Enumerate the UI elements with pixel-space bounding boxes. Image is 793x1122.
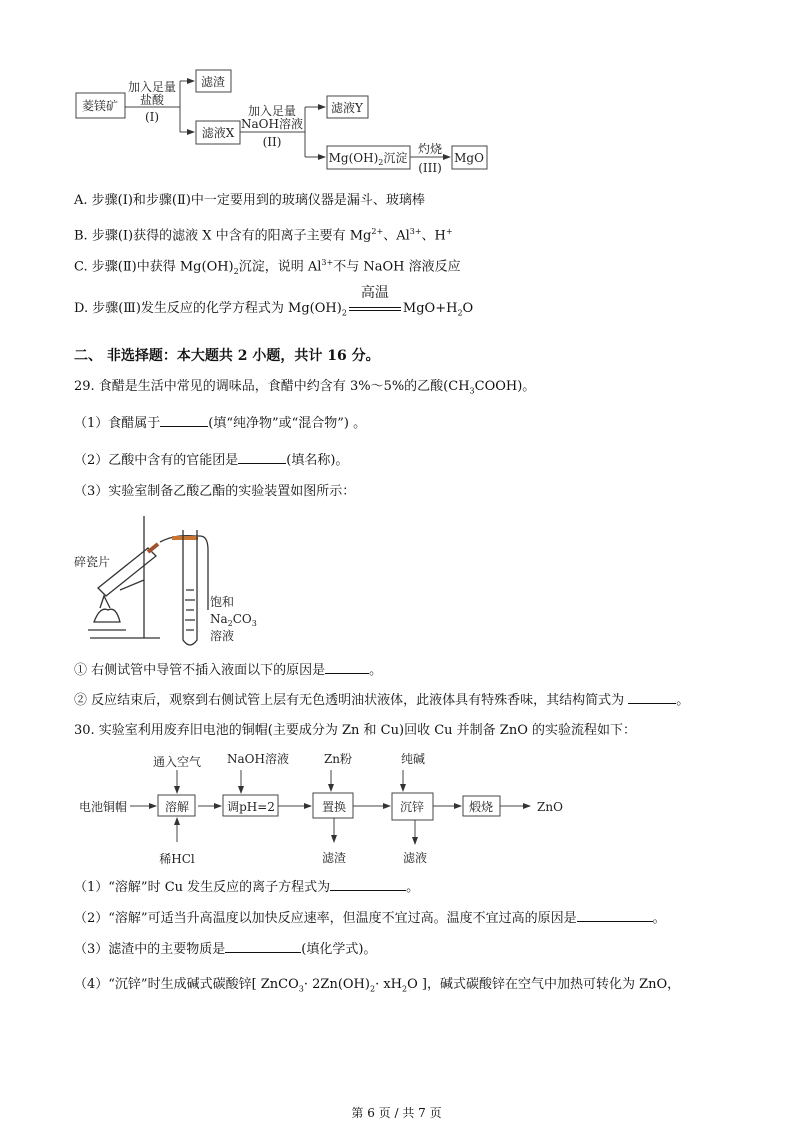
answer-blank[interactable]: [238, 451, 286, 464]
label-na2co3: $Na_2CO_3$: [210, 612, 257, 628]
q30-part1: （1）“溶解”时 Cu 发生反应的离子方程式为 。: [74, 880, 420, 895]
air-label: 通入空气: [152, 755, 202, 769]
q30-part2: （2）“溶解”可适当升高温度以加快反应速率，但温度不宜过高。温度不宜过高的原因是 。: [74, 911, 666, 926]
residue-box: 滤渣: [200, 75, 226, 89]
option-c: C. 步骤(Ⅱ)中获得 $Mg(OH)_2$沉淀，说明 $Al^{3+}$不与 NaOH 溶液反应: [74, 258, 461, 276]
answer-blank[interactable]: [325, 661, 369, 674]
answer-blank[interactable]: [225, 940, 301, 953]
naoh-label: NaOH溶液: [227, 752, 289, 766]
answer-blank[interactable]: [330, 878, 406, 891]
q30-part3: （3）滤渣中的主要物质是 (填化学式)。: [74, 942, 377, 957]
answer-blank[interactable]: [577, 909, 653, 922]
hcl-label: 稀HCl: [159, 852, 195, 866]
zno-product: ZnO: [537, 800, 563, 814]
magnesite-flow-diagram: [0, 60, 500, 180]
q29-sub2: ② 反应结束后，观察到右侧试管上层有无色透明油状液体，此液体具有特殊香味，其结构简式为 。: [74, 693, 690, 708]
dissolve-box: 溶解: [164, 800, 190, 814]
step1-label: 加入足量: [127, 80, 177, 94]
step2-number: (II): [262, 135, 282, 149]
q29-stem: 29. 食醋是生活中常见的调味品，食醋中约含有 3%～5%的乙酸$(CH_3COOH)$。: [74, 379, 536, 396]
q30-stem: 30. 实验室利用废弃旧电池的铜帽(主要成分为 Zn 和 Cu)回收 Cu 并制备 ZnO 的实验流程如下：: [74, 723, 636, 738]
option-a: A. 步骤(Ⅰ)和步骤(Ⅱ)中一定要用到的玻璃仪器是漏斗、玻璃棒: [74, 193, 425, 208]
answer-blank[interactable]: [628, 691, 676, 704]
precipitate-box: $Mg(OH)_2$沉淀: [328, 151, 408, 167]
q29-part1: （1）食醋属于 (填“纯净物”或“混合物”) 。: [74, 416, 367, 431]
q29-part3: （3）实验室制备乙酸乙酯的实验装置如图所示：: [74, 484, 356, 499]
ph-box: 调pH=2: [227, 800, 275, 814]
replace-box: 置换: [321, 800, 347, 814]
q29-part2: （2）乙酸中含有的官能团是 (填名称)。: [74, 453, 349, 468]
step1-reagent: 盐酸: [139, 93, 165, 107]
zn-label: Zn粉: [323, 752, 353, 766]
residue-label: 滤渣: [321, 851, 347, 865]
step2-reagent: NaOH溶液: [241, 117, 303, 131]
flow-start: 菱镁矿: [81, 99, 119, 113]
step2-label: 加入足量: [247, 104, 297, 118]
option-d: D. 步骤(Ⅲ)发生反应的化学方程式为 $Mg(OH)_2$ 高温 $MgO+H_2O$: [74, 285, 474, 318]
input-label: 电池铜帽: [78, 800, 128, 814]
product-box: MgO: [454, 151, 484, 165]
soda-label: 纯碱: [400, 752, 426, 766]
precip-box: 沉锌: [399, 800, 425, 814]
q29-sub1: ① 右侧试管中导管不插入液面以下的原因是 。: [74, 663, 383, 678]
step3-label: 灼烧: [417, 142, 443, 156]
page-footer: 第 6 页 / 共 7 页: [351, 1106, 442, 1120]
calcine-box: 煅烧: [468, 800, 494, 814]
step3-number: (III): [418, 161, 442, 175]
filtrate-label: 滤液: [402, 851, 428, 865]
filtrate-x-box: 滤液X: [201, 126, 235, 140]
label-saturated: 饱和: [210, 595, 235, 609]
zno-flow-diagram: [0, 745, 600, 870]
label-solution: 溶液: [210, 629, 235, 643]
condition-high-temp: 高温: [360, 285, 389, 301]
ester-apparatus-diagram: [70, 510, 270, 650]
answer-blank[interactable]: [160, 414, 208, 427]
step1-number: (I): [144, 110, 160, 124]
section-title: 二、 非选择题：本大题共 2 小题，共计 16 分。: [74, 348, 380, 364]
option-b: B. 步骤(Ⅰ)获得的滤液 X 中含有的阳离子主要有 $Mg^{2+}$、$Al^{3+}$、H+: [74, 227, 453, 244]
q30-part4: （4）“沉锌”时生成碱式碳酸锌[ ZnCO$_3$· $2Zn(OH)_2\cdot xH_2O$ ]，碱式碳酸锌在空气中加热可转化为 ZnO，: [74, 977, 681, 994]
filtrate-y-box: 滤液Y: [331, 101, 363, 115]
label-porcelain-chips: 碎瓷片: [74, 555, 111, 569]
